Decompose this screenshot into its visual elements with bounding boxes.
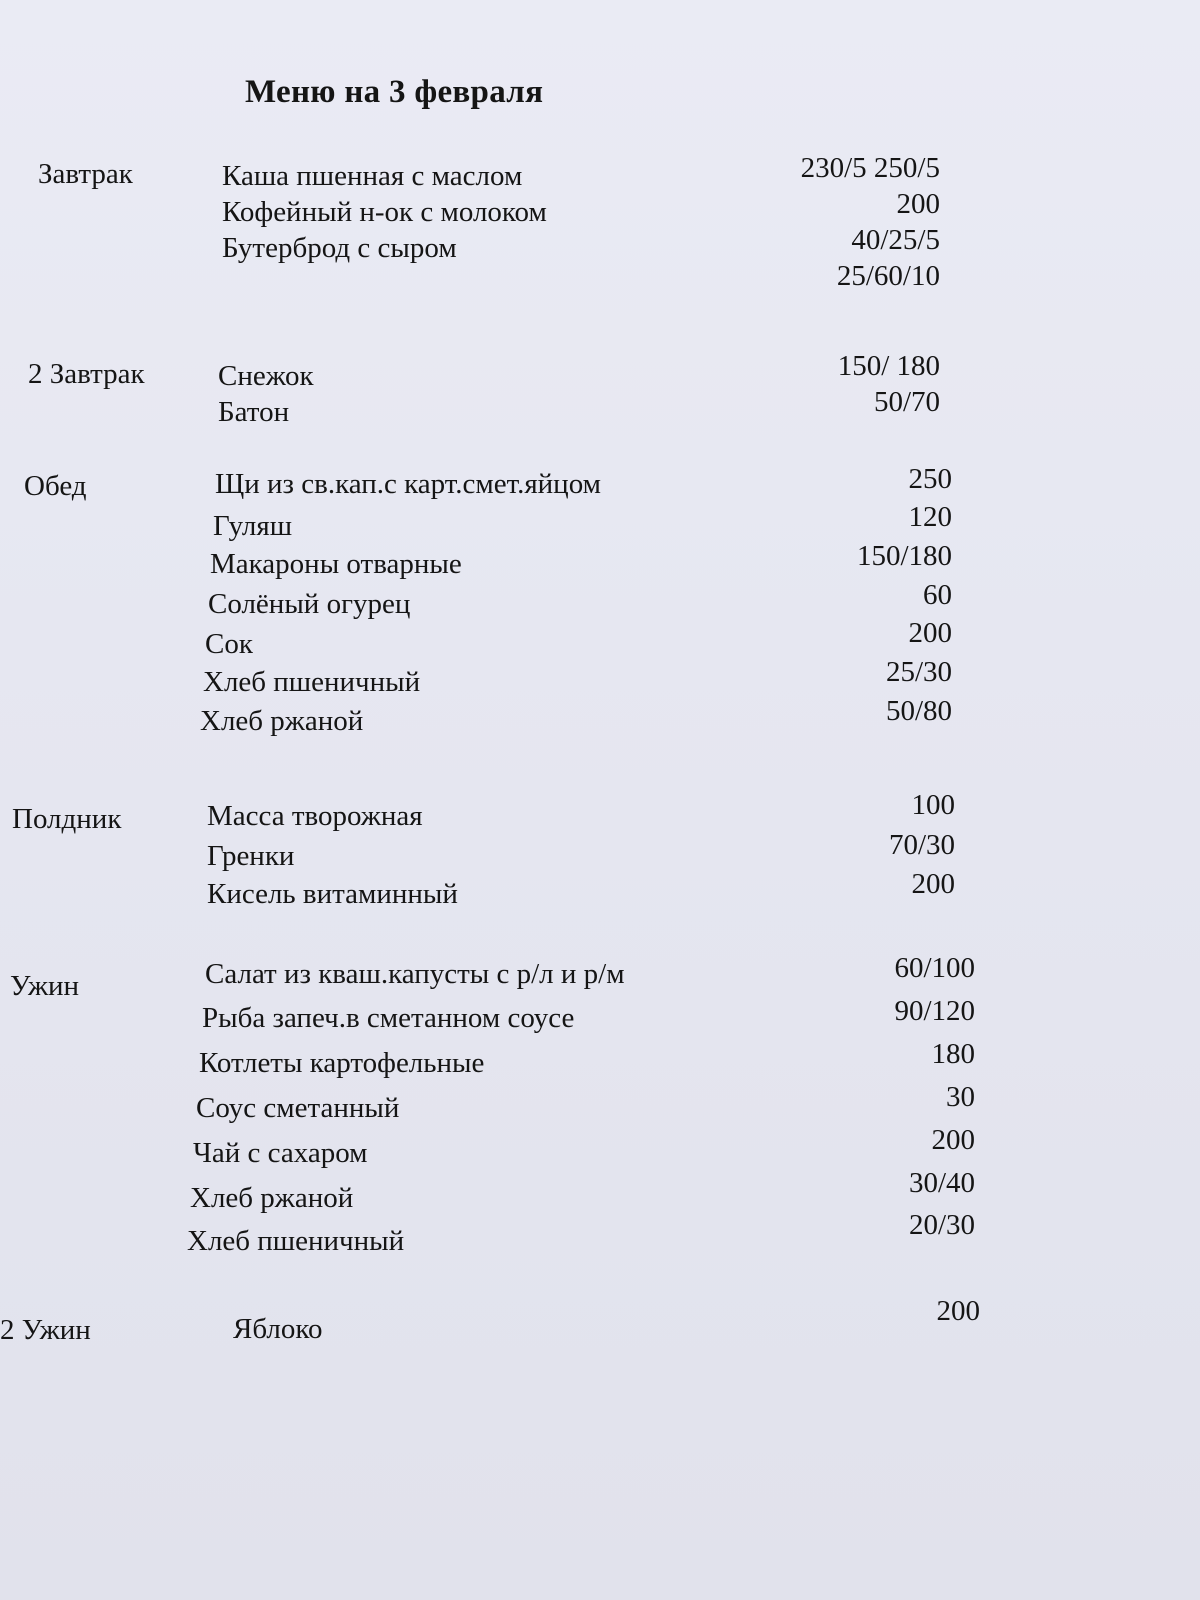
dish-name: Сок xyxy=(205,628,253,660)
dish-name: Каша пшенная с маслом xyxy=(222,160,523,192)
dish-name: Хлеб ржаной xyxy=(190,1182,354,1214)
portion-size: 180 xyxy=(931,1038,975,1070)
portion-size: 50/80 xyxy=(885,695,952,727)
portion-size: 150/ 180 xyxy=(837,350,940,382)
portion-size: 25/30 xyxy=(885,656,952,688)
portion-size: 90/120 xyxy=(894,995,975,1027)
portion-size: 100 xyxy=(911,789,955,821)
portion-size: 200 xyxy=(936,1295,980,1327)
dish-name: Солёный огурец xyxy=(208,588,411,620)
meal-label: Ужин xyxy=(10,970,80,1002)
portion-size: 40/25/5 xyxy=(851,224,940,256)
dish-name: Кисель витаминный xyxy=(207,878,458,910)
portion-size: 200 xyxy=(908,617,952,649)
portion-size: 20/30 xyxy=(908,1209,975,1241)
meal-label: Полдник xyxy=(12,803,122,835)
portion-size: 30 xyxy=(946,1081,975,1113)
portion-size: 200 xyxy=(931,1124,975,1156)
meal-label: Завтрак xyxy=(38,158,133,190)
portion-size: 230/5 250/5 xyxy=(800,152,940,184)
portion-size: 30/40 xyxy=(908,1167,975,1199)
portion-size: 60/100 xyxy=(894,952,975,984)
portion-size: 50/70 xyxy=(873,386,940,418)
meal-label: 2 Завтрак xyxy=(28,358,145,390)
dish-name: Салат из кваш.капусты с р/л и р/м xyxy=(205,958,625,990)
dish-name: Макароны отварные xyxy=(210,548,462,580)
meal-label: Обед xyxy=(24,470,87,502)
dish-name: Котлеты картофельные xyxy=(199,1047,485,1079)
dish-name: Хлеб ржаной xyxy=(200,705,364,737)
dish-name: Кофейный н-ок с молоком xyxy=(222,196,547,228)
dish-name: Гуляш xyxy=(213,510,293,542)
portion-size: 120 xyxy=(908,501,952,533)
portion-size: 200 xyxy=(896,188,940,220)
dish-name: Щи из св.кап.с карт.смет.яйцом xyxy=(215,468,601,500)
dish-name: Батон xyxy=(218,396,290,428)
portion-size: 200 xyxy=(911,868,955,900)
portion-size: 150/180 xyxy=(856,540,952,572)
dish-name: Гренки xyxy=(207,840,295,872)
dish-name: Соус сметанный xyxy=(196,1092,400,1124)
dish-name: Хлеб пшеничный xyxy=(203,666,421,698)
dish-name: Чай с сахаром xyxy=(193,1137,368,1169)
dish-name: Хлеб пшеничный xyxy=(187,1225,405,1257)
dish-name: Рыба запеч.в сметанном соусе xyxy=(202,1002,575,1034)
dish-name: Масса творожная xyxy=(207,800,423,832)
dish-name: Снежок xyxy=(218,360,314,392)
portion-size: 70/30 xyxy=(888,829,955,861)
portion-size: 250 xyxy=(908,463,952,495)
meal-label: 2 Ужин xyxy=(0,1314,91,1346)
dish-name: Яблоко xyxy=(233,1313,323,1345)
portion-size: 60 xyxy=(923,579,952,611)
portion-size: 25/60/10 xyxy=(836,260,940,292)
dish-name: Бутерброд с сыром xyxy=(222,232,457,264)
page-title: Меню на 3 февраля xyxy=(245,74,544,110)
